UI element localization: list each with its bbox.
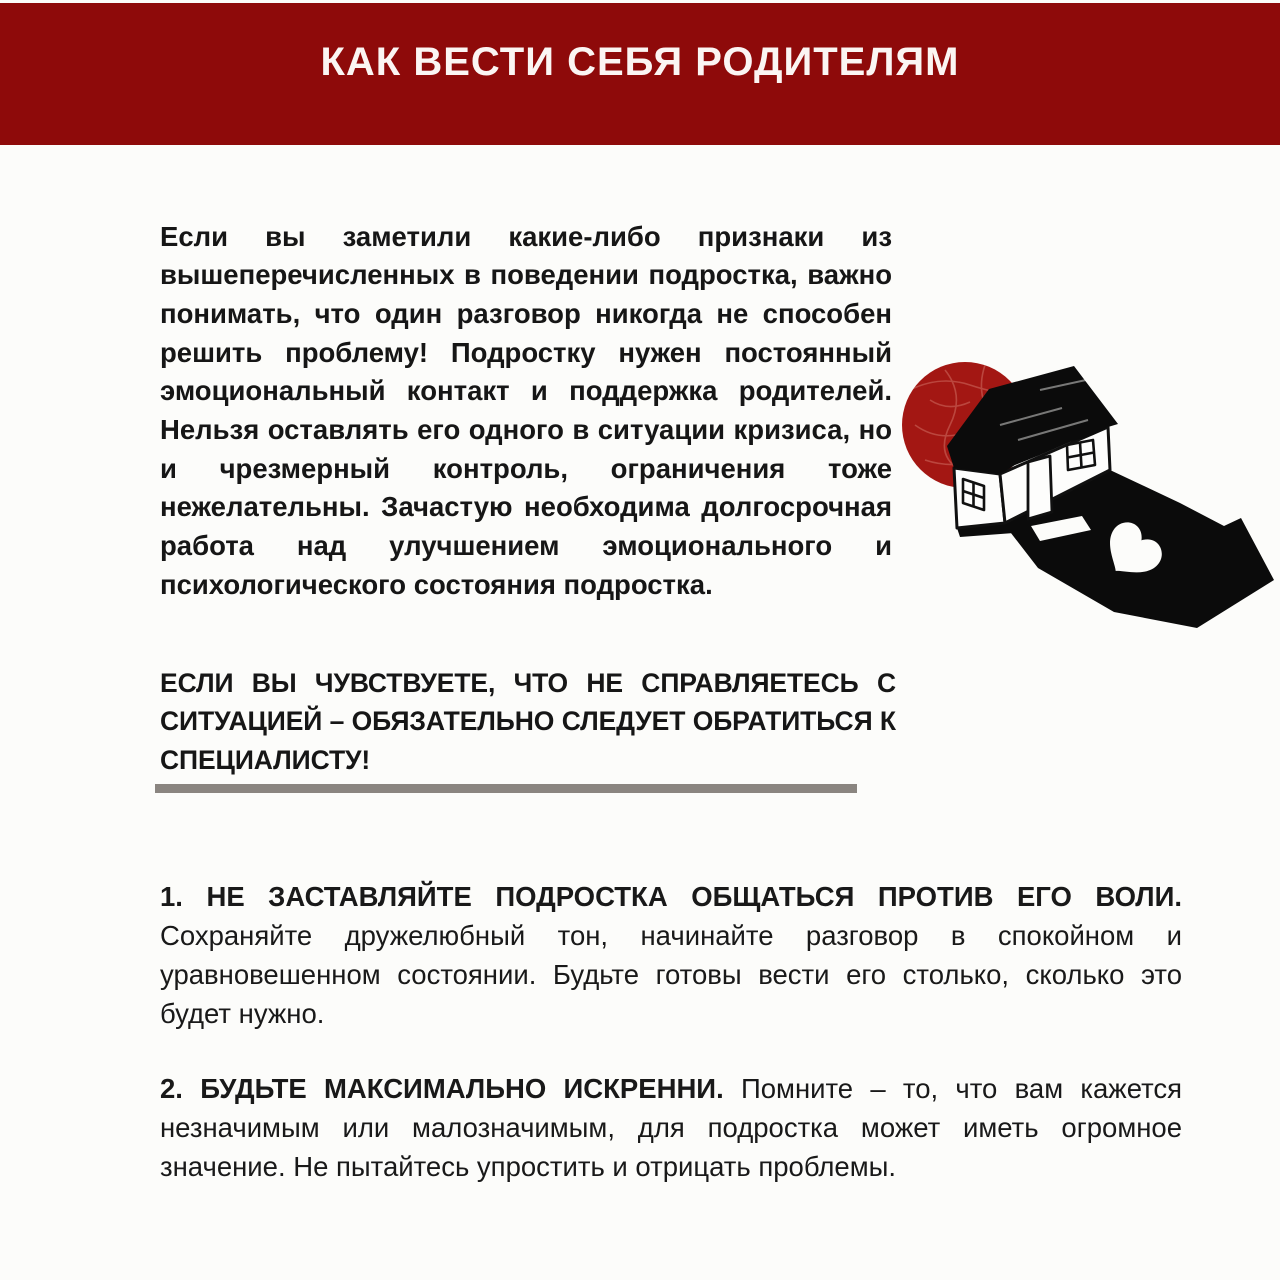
house-door: [1028, 456, 1052, 519]
section-divider: [155, 784, 857, 793]
tip-1-heading: [160, 881, 1182, 912]
house-heart-arrow-illustration: [890, 330, 1280, 660]
tip-1-title: НЕ ЗАСТАВЛЯЙТЕ ПОДРОСТКА ОБЩАТЬСЯ ПРОТИВ ЕГО ВОЛИ.: [206, 880, 1182, 912]
tip-1-number: 1.: [160, 880, 183, 912]
tip-2-number: 2.: [160, 1072, 183, 1104]
tip-item-2: [160, 1069, 1182, 1186]
house-front-window: [1067, 440, 1095, 470]
tip-1-body: Сохраняйте дружелюбный тон, начинайте разговор в спокойном и уравновешенном состоянии. Будьте готовы вести его столько, сколько это будет нужно.: [160, 919, 1182, 1029]
tip-item-1: [160, 877, 1182, 1033]
warning-text: ЕСЛИ ВЫ ЧУВСТВУЕТЕ, ЧТО НЕ СПРАВЛЯЕТЕСЬ С СИТУАЦИЕЙ – ОБЯЗАТЕЛЬНО СЛЕДУЕТ ОБРАТИТЬСЯ К СПЕЦИАЛИСТУ!: [160, 667, 896, 775]
intro-paragraph: Если вы заметили какие-либо признаки из вышеперечисленных в поведении подростка, важно понимать, что один разговор никогда не способен решить проблему! Подростку нужен постоянный эмоциональный контакт и поддержка родителей. Нельзя оставлять его одного в ситуации кризиса, но и чрезмерный контроль, ограничения тоже нежелательны. Зачастую необходима долгосрочная работа над улучшением эмоционального и психологического состояния подростка.: [160, 220, 892, 600]
tip-2-body: Помните – то, что вам кажется незначимым или малозначимым, для подростка может иметь огромное значение. Не пытайтесь упростить и отрицать проблемы.: [160, 1072, 1183, 1182]
tip-2-heading: [160, 1073, 741, 1104]
page-title: КАК ВЕСТИ СЕБЯ РОДИТЕЛЯМ: [320, 39, 960, 84]
header-banner: [0, 3, 1280, 145]
house-side-window: [963, 479, 984, 510]
tip-2-title: БУДЬТЕ МАКСИМАЛЬНО ИСКРЕННИ.: [200, 1072, 724, 1104]
